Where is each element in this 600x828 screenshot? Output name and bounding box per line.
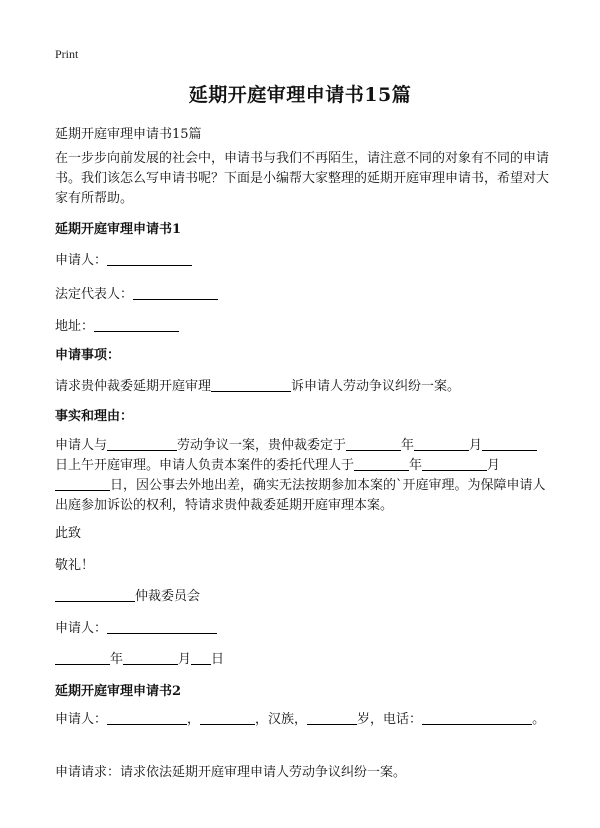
date-line xyxy=(55,648,224,667)
hearing-month-blank xyxy=(414,437,469,451)
address-label: 地址： xyxy=(55,319,95,334)
applicant-blank xyxy=(107,252,192,266)
section1-heading: 延期开庭审理申请书1 xyxy=(55,222,182,237)
committee-label: 仲裁委员会 xyxy=(135,589,201,604)
committee-line xyxy=(55,585,200,604)
applicant-line xyxy=(55,249,192,268)
document-title: 延期开庭审理申请书15篇 xyxy=(188,84,412,106)
facts-text-2: 劳动争议一案，贵仲裁委定于 xyxy=(177,438,347,453)
section2-request-line: 申请请求：请求依法延期开庭审理申请人劳动争议纠纷一案。 xyxy=(55,765,407,780)
date-month-label: 月 xyxy=(178,652,192,667)
date-month-blank xyxy=(123,651,178,665)
s2-period: 。 xyxy=(532,712,546,727)
s2-gender-blank xyxy=(200,711,255,725)
party-blank xyxy=(107,437,177,451)
section2-heading: 延期开庭审理申请书2 xyxy=(55,684,182,699)
legal-rep-blank xyxy=(133,286,218,300)
facts-text-5: 日上午开庭审理。申请人负责本案件的委托代理人于 xyxy=(55,458,355,473)
s2-applicant-label: 申请人： xyxy=(55,712,108,727)
s2-ethnicity: ，汉族， xyxy=(255,712,308,727)
trip-year-blank xyxy=(354,457,409,471)
hearing-year-blank xyxy=(346,437,401,451)
legal-rep-label: 法定代表人： xyxy=(55,287,134,302)
s2-phone-blank xyxy=(422,711,532,725)
request-blank xyxy=(211,378,291,392)
facts-text-8: 日，因公事去外地出差，确实无法按期参加本案的`开庭审理。为保障申请人出庭参加诉讼的权利，特请求贵仲裁委延期开庭审理本案。 xyxy=(55,478,546,513)
intro-paragraph: 在一步步向前发展的社会中，申请书与我们不再陌生，请注意不同的对象有不同的申请书。我们该怎么写申请书呢？下面是小编帮大家整理的延期开庭审理申请书，希望对大家有所帮助。 xyxy=(55,151,550,206)
date-day-blank xyxy=(191,651,211,665)
print-link[interactable]: Print xyxy=(55,47,79,61)
request-line xyxy=(55,375,460,394)
request-part-b: 诉申请人劳动争议纠纷一案。 xyxy=(291,379,461,394)
applicant-sign-blank xyxy=(107,620,217,634)
applicant-sign-label: 申请人： xyxy=(55,621,108,636)
committee-blank xyxy=(55,588,135,602)
facts-text-6: 年 xyxy=(409,458,423,473)
date-year-label: 年 xyxy=(110,652,124,667)
section2-applicant-line xyxy=(55,710,550,730)
applicant-label: 申请人： xyxy=(55,253,108,268)
facts-paragraph xyxy=(55,436,550,516)
s2-age-blank xyxy=(307,711,357,725)
cizhi-line: 此致 xyxy=(55,526,82,541)
document-subtitle: 延期开庭审理申请书15篇 xyxy=(55,127,202,142)
request-part-a: 请求贵仲裁委延期开庭审理 xyxy=(55,379,212,394)
trip-day-blank xyxy=(55,477,110,491)
facts-text-4: 月 xyxy=(469,438,483,453)
date-day-label: 日 xyxy=(211,652,225,667)
facts-heading: 事实和理由： xyxy=(55,409,134,424)
legal-rep-line xyxy=(55,283,218,302)
address-line xyxy=(55,315,179,334)
trip-month-blank xyxy=(422,457,487,471)
s2-age-phone: 岁，电话： xyxy=(357,712,423,727)
address-blank xyxy=(94,318,179,332)
jingli-line: 敬礼！ xyxy=(55,558,95,573)
hearing-day-blank xyxy=(482,437,537,451)
applicant-sign-line xyxy=(55,617,217,636)
date-year-blank xyxy=(55,651,110,665)
s2-name-blank xyxy=(107,711,187,725)
facts-text-1: 申请人与 xyxy=(55,438,108,453)
matters-heading: 申请事项： xyxy=(55,348,121,363)
facts-text-3: 年 xyxy=(401,438,415,453)
facts-text-7: 月 xyxy=(487,458,501,473)
s2-comma: ， xyxy=(187,712,201,727)
